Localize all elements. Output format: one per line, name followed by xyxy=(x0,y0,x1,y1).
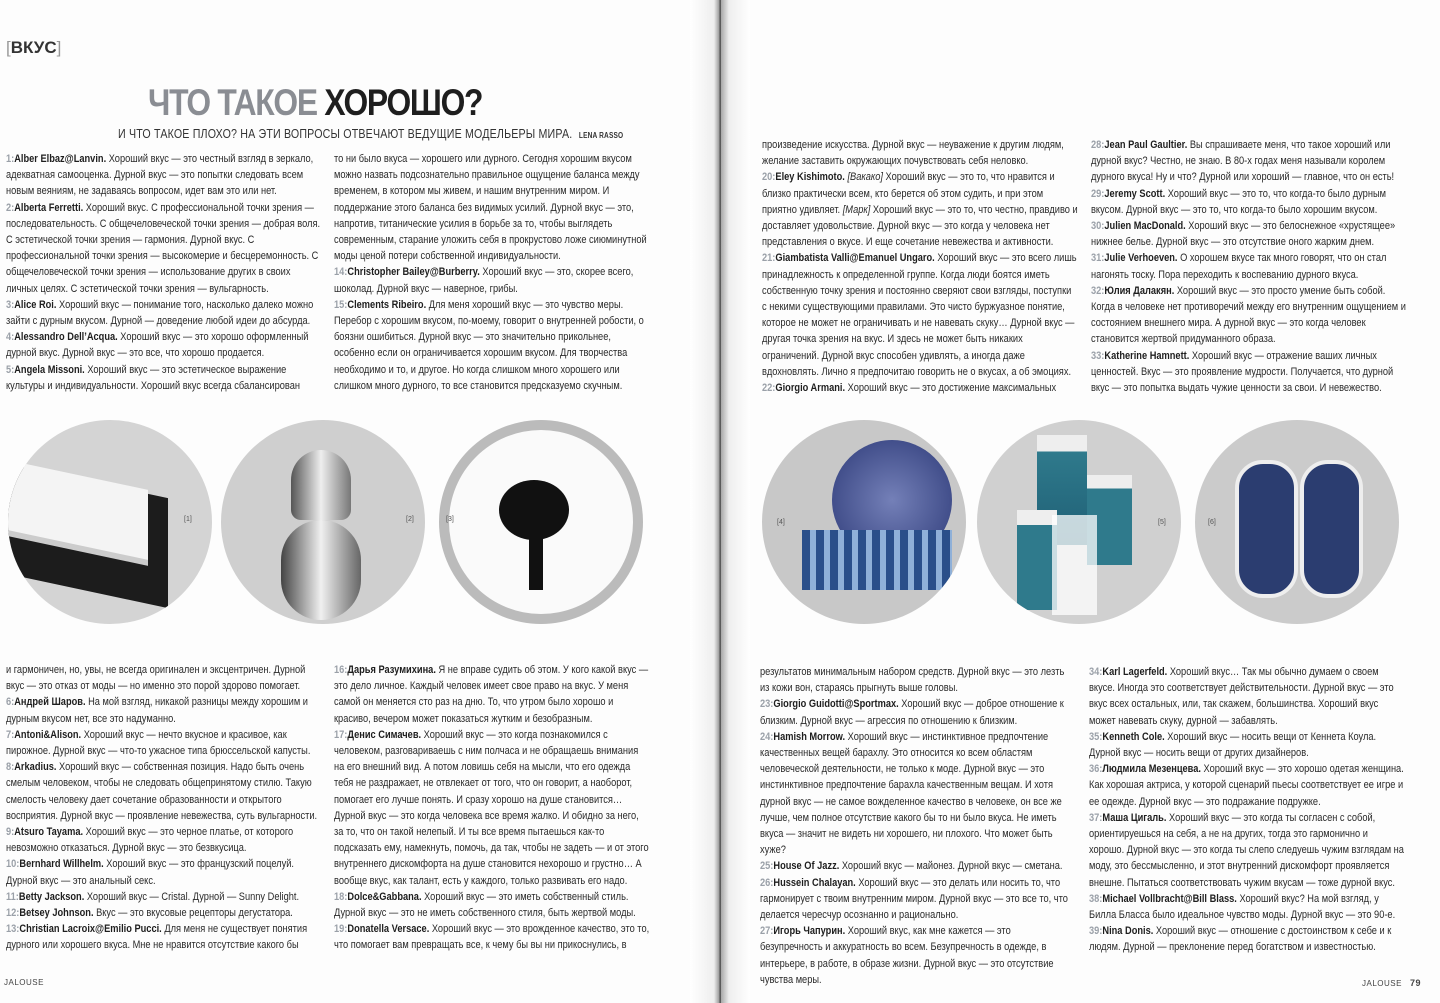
designer-name: House Of Jazz. xyxy=(773,860,840,873)
designer-quote xyxy=(760,729,1076,859)
quote-text: Хороший вкус — это то, что когда-то было дурным вкусом. Дурной вкус — это то, что когда-то было хорошим вкусом. xyxy=(1091,187,1386,216)
designer-name: Karl Lagerfeld. xyxy=(1102,666,1168,678)
quote-text: Хороший вкус — это всего лишь принадлежность к определенной группе. Когда люди боятся иметь собственную точку зрения и постоянно сверяют свои взгляды, поступки с некими существующими правилами. Это чисто буржуазное понятие, которое не может не ограничивать и не навевать скуку… Дурной вкус — другая точка зрения на вкус. И здесь не может быть никаких ограничений. Дурной вкус способен удивлять, а иногда даже вдохновлять. Лично я предпочитаю говорить не о вкусах, а об эмоциях. xyxy=(762,252,1077,378)
quote-number: 25: xyxy=(760,860,774,873)
quote-number: 20: xyxy=(762,171,776,184)
quote-number: 11: xyxy=(6,890,19,903)
quote-number: 27: xyxy=(760,925,774,938)
designer-name: Hussein Chalayan. xyxy=(773,876,856,889)
designer-name: Юлия Далакян. xyxy=(1104,284,1175,297)
designer-quote xyxy=(1089,664,1405,729)
designer-name: Bernhard Willhelm. xyxy=(19,858,104,871)
quote-continuation xyxy=(762,137,1078,169)
designer-quote xyxy=(6,905,322,921)
designer-quote xyxy=(334,662,650,727)
designer-quote xyxy=(1089,761,1405,810)
designer-name: Dolce&Gabbana. xyxy=(347,890,422,903)
quote-text: Хороший вкус — это то, что честно, правдиво и доставляет удовольствие. Дурной вкус — это когда у человека нет представления о вкусе. И еще сочетание невежества и активности. xyxy=(762,203,1078,249)
designer-name: Alessandro Dell’Acqua. xyxy=(14,331,118,344)
designer-quote xyxy=(1091,218,1407,250)
quote-text: Хороший вкус — это хорошо одетая женщина. Как хорошая актриса, у которой сценарий пьесы соответствует ее игре и ее одежде. Дурной вкус — это подражание подружке. xyxy=(1089,763,1404,808)
spine-gutter xyxy=(690,0,750,1003)
column-left-top-2 xyxy=(334,151,650,394)
designer-quote xyxy=(6,727,322,759)
designer-name: Jeremy Scott. xyxy=(1104,187,1166,200)
designer-name: Giorgio Guidotti@Sportmax. xyxy=(773,698,899,711)
quote-number: 1: xyxy=(6,153,15,165)
designer-name: Андрей Шаров. xyxy=(14,696,86,709)
quote-text: Хороший вкус — это то, что нравится и близко практически всем, кто берется об этом судить, и при этом приятно удивляет. xyxy=(762,171,1055,216)
photo-caption-6: [6] xyxy=(1208,519,1216,526)
quote-text: Хороший вкус — Cristal. Дурной — Sunny Delight. xyxy=(84,890,300,903)
designer-quote xyxy=(760,875,1076,924)
quote-number: 14: xyxy=(334,266,348,279)
designer-name: Денис Симачев. xyxy=(347,728,422,741)
designer-quote xyxy=(6,889,322,905)
article-title xyxy=(148,82,482,124)
quote-number: 28: xyxy=(1091,139,1105,151)
designer-quote xyxy=(334,264,650,296)
quote-continuation xyxy=(334,151,650,264)
quote-text: Хороший вкус — понимание того, насколько далеко можно зайти с дурным вкусом. Дурной — доведение любой идеи до абсурда. xyxy=(6,298,314,328)
designer-name: Angela Missoni. xyxy=(14,363,85,376)
quote-number: 10: xyxy=(6,858,20,871)
quote-number: 29: xyxy=(1091,187,1105,200)
photo-plates xyxy=(8,420,212,624)
quote-text: Хороший вкус — майонез. Дурной вкус — сметана. xyxy=(839,860,1063,873)
quote-text: Хороший вкус — это иметь собственный стиль. Дурной вкус — это не иметь собственного стиля, быть жертвой моды. xyxy=(334,890,636,920)
designer-name: Kenneth Cole. xyxy=(1102,730,1165,743)
quote-text: Хороший вкус — это белоснежное «хрустящее» нижнее белье. Дурной вкус — это отсутствие оного жарким днем. xyxy=(1091,220,1396,249)
quote-number: 21: xyxy=(762,252,776,265)
designer-name: Маша Цигаль. xyxy=(1102,811,1167,824)
designer-quote xyxy=(1089,891,1405,923)
quote-number: 5: xyxy=(6,363,15,376)
magazine-name-left: JALOUSE xyxy=(4,978,44,987)
quote-continuation xyxy=(760,664,1076,696)
quote-number: 38: xyxy=(1089,892,1103,905)
designer-name: Donatella Versace. xyxy=(347,923,430,936)
designer-name: Giorgio Armani. xyxy=(775,382,846,395)
designer-name: Людмила Мезенцева. xyxy=(1102,763,1201,776)
quote-text: На мой взгляд, никакой разницы между хорошим и дурным вкусом нет, все это надуманно. xyxy=(6,696,308,725)
quote-text: Хороший вкус — носить вещи от Кеннета Коула. Дурной вкус — носить вещи от других дизайнеров. xyxy=(1089,730,1377,760)
quote-number: 18: xyxy=(334,890,348,903)
designer-quote xyxy=(760,923,1076,988)
quote-number: 16: xyxy=(334,664,348,676)
quote-text: Хороший вкус — это честный взгляд в зеркало, адекватная самооценка. Дурной вкус — это попытки следовать всем новым веяниям, не задаваясь вопросом, идет вам это или нет. xyxy=(6,153,314,198)
designer-name: Hamish Morrow. xyxy=(773,730,846,743)
quote-number: 32: xyxy=(1091,284,1105,297)
quote-number: 3: xyxy=(6,298,15,311)
photo-vases xyxy=(977,420,1181,624)
designer-quote xyxy=(334,297,650,394)
designer-quote xyxy=(6,329,322,361)
quote-number: 8: xyxy=(6,761,15,774)
column-left-bottom-1 xyxy=(6,662,322,954)
designer-quote xyxy=(6,200,322,297)
designer-name: Betty Jackson. xyxy=(18,890,85,903)
designer-quote xyxy=(334,921,650,953)
rubric-label: ВКУС xyxy=(10,38,57,57)
quote-text: Хороший вкус — это достижение максимальных xyxy=(845,382,1057,395)
quote-text: и гармоничен, но, увы, не всегда оригинален и эксцентричен. Дурной вкус — это отказ от моды — но именно это порой здорово помогает. xyxy=(6,664,306,693)
designer-quote xyxy=(6,297,322,329)
column-left-bottom-2 xyxy=(334,662,650,954)
designer-name: Julien MacDonald. xyxy=(1104,220,1186,233)
quote-text: Хороший вкус — это когда познакомился с человеком, разговариваешь с ним полчаса и не обращаешь внимания на его внешний вид. А потом ловишь себя на мысли, что его одежда тебя не раздражает, не отвлекает от того, что он говорит, а наоборот, помогает его лучше понять. И сразу хорошо на душе становится… Дурной вкус — это когда человека все время жалко. И обидно за него, за то, что он такой нелепый. И ты все время пытаешься как-то подсказать ему, намекнуть, помочь, да так, чтобы не задеть — и от этого внутреннего дискомфорта на душе становится нехорошо и грустно… А вообще вкус, как талант, есть у каждого, только развивать его надо. xyxy=(334,728,649,887)
quote-text: произведение искусства. Дурной вкус — неуважение к другим людям, желание заставить окружающих почувствовать себя неловко. xyxy=(762,139,1064,168)
quote-text: Хороший вкус — собственная позиция. Надо быть очень смелым человеком, чтобы не следовать общепринятому стилю. Такую смелость человеку дает сочетание образованности и открытого восприятия. Дурной вкус — проявление невежества, суть вульгарности. xyxy=(6,761,318,822)
quote-number: 22: xyxy=(762,382,776,395)
quote-number: 35: xyxy=(1089,730,1103,743)
designer-quote xyxy=(6,694,322,726)
designer-name: Jean Paul Gaultier. xyxy=(1104,139,1188,151)
quote-text: Хороший вкус — это, скорее всего, шоколад. Дурной вкус — наверное, грибы. xyxy=(334,266,634,295)
designer-name: Michael Vollbracht@Bill Blass. xyxy=(1102,892,1237,905)
quote-number: 19: xyxy=(334,923,348,936)
designer-quote xyxy=(334,727,650,889)
designer-quote xyxy=(6,151,322,200)
quote-text: Для меня хороший вкус — это чувство меры. Перебор с хорошим вкусом, по-моему, говорит о внутренней робости, о боязни ошибиться. Дурной вкус — это значительно прикольнее, особенно если он ограничивается хорошим вкусом. Для творчества необходимо и то, и другое. Но когда слишком много хорошего или слишком много дурного, то все становится предсказуемо скучным. xyxy=(334,298,644,392)
designer-quote xyxy=(6,856,322,888)
quote-number: 2: xyxy=(6,201,15,214)
quote-number: 9: xyxy=(6,826,15,839)
quote-number: 13: xyxy=(6,923,20,936)
designer-quote xyxy=(1089,923,1405,955)
designer-name: Clements Ribeiro. xyxy=(347,298,427,311)
quote-number: 36: xyxy=(1089,763,1103,776)
quote-text: Хороший вкус — инстинктивное предпочтение качественных вещей барахлу. Это относится ко всем областям человеческой деятельности, не только к моде. Дурной вкус — это инстинктивное предпочтение барахла качественным вещам. И хотя дурной вкус — не самое вожделенное качество в человеке, он все же лучше, чем полное отсутствие какого бы то ни было вкуса. Не иметь вкуса — значит не видеть ни хорошего, ни плохого. Что может быть хуже? xyxy=(760,730,1062,857)
quote-text: Хороший вкус — нечто вкусное и красивое, как пирожное. Дурной вкус — что-то ужасное типа брюссельской капусты. xyxy=(6,728,311,758)
photo-blue-plates xyxy=(762,420,966,624)
quote-number: 26: xyxy=(760,876,774,889)
quote-number: 6: xyxy=(6,696,15,709)
column-right-bottom-2 xyxy=(1089,664,1405,956)
designer-name: Atsuro Tayama. xyxy=(14,826,84,839)
quote-text: Хороший вкус? На мой взгляд, у Билла Бласса было идеальное чувство моды. Дурной вкус — это 90-е. xyxy=(1089,892,1396,922)
quote-number: 24: xyxy=(760,730,774,743)
title-part-2: ХОРОШО? xyxy=(324,82,483,123)
designer-quote xyxy=(1091,250,1407,282)
quote-continuation xyxy=(6,662,322,694)
designer-quote xyxy=(1091,283,1407,348)
designer-quote xyxy=(1091,348,1407,397)
quote-text: Хороший вкус — это хорошо оформленный дурной вкус. Дурной вкус — это все, что хорошо продается. xyxy=(6,331,309,360)
designer-name: Eley Kishimoto. xyxy=(775,171,845,184)
photo-slippers xyxy=(1195,420,1399,624)
designer-quote xyxy=(6,759,322,824)
designer-quote xyxy=(1089,729,1405,761)
quote-text: Хороший вкус — отражение ваших личных ценностей. Вкус — это проявление мудрости. Получается, что дурной вкус — это попытка выдать чужие ценности за свои. И невежество. xyxy=(1091,349,1394,395)
column-right-top-2 xyxy=(1091,137,1407,396)
quote-text: Хороший вкус — это врожденное качество, это то, что помогает вам превращать все, к чему бы вы ни прикоснулись, в xyxy=(334,923,650,952)
quote-text: Хороший вкус — отношение с достоинством к себе и к людям. Дурной — преклонение перед богатством и известностью. xyxy=(1089,925,1392,954)
quote-text: то ни было вкуса — хорошего или дурного. Сегодня хорошим вкусом можно назвать подсознательно правильное ощущение баланса между временем, в котором мы живем, и нашим внутренним миром. И поддержание этого баланса без видимых усилий. Дурной вкус — это, напротив, титанические усилия в борьбе за то, чтобы выглядеть современным, старание уложить себя в прокрустово ложе сиюминутной моды ценой потери собственной индивидуальности. xyxy=(334,153,647,263)
designer-quote xyxy=(6,824,322,856)
quote-text: Хороший вкус — это черное платье, от которого невозможно отказаться. Дурной вкус — это безвкусица. xyxy=(6,826,294,855)
section-rubric: [ВКУС] xyxy=(6,38,62,57)
designer-name: Alice Roi. xyxy=(14,298,57,311)
quote-number: 4: xyxy=(6,331,15,344)
quote-text: Хороший вкус — это делать или носить то, что гармонирует с твоим внутренним миром. Дурной вкус — это все то, что делается чересчур осознанно и рационально. xyxy=(760,876,1068,922)
designer-name: Giambatista Valli@Emanuel Ungaro. xyxy=(775,252,935,265)
column-left-top-1 xyxy=(6,151,322,394)
subtitle-text: И ЧТО ТАКОЕ ПЛОХО? НА ЭТИ ВОПРОСЫ ОТВЕЧАЮТ ВЕДУЩИЕ МОДЕЛЬЕРЫ МИРА. xyxy=(118,126,573,141)
quote-text: Хороший вкус. С профессиональной точки зрения — последовательность. С общечеловеческой точки зрения — добрая воля. С эстетической точки зрения — гармония. Дурной вкус. С профессиональной точки зрения — высокомерие и бесцеремонность. С общечеловеческой точки зрения — использование других в своих личных целях. С эстетической точки зрения — вульгарность. xyxy=(6,201,321,295)
quote-text: Хороший вкус — это просто умение быть собой. Когда в человеке нет противоречий между его внутренним ощущением и состоянием внешнего мира. А дурной вкус — это когда человек становится жертвой придуманного образа. xyxy=(1091,284,1406,346)
photo-caption-2: [2] xyxy=(406,516,414,523)
designer-name: Antoni&Alison. xyxy=(14,728,82,741)
photo-caption-4: [4] xyxy=(777,519,785,526)
quote-text: Я не вправе судить об этом. У кого какой вкус — это дело личное. Каждый человек имеет свое право на вкус. У меня самой он меняется сто раз на дню. То, что утром было хорошо и красиво, вечером может показаться жутким и безобразным. xyxy=(334,664,649,725)
quote-number: 33: xyxy=(1091,349,1105,362)
quote-number: 23: xyxy=(760,698,774,711)
photo-plate-clover xyxy=(439,420,643,624)
designer-name: Nina Donis. xyxy=(1102,925,1154,938)
designer-quote xyxy=(6,921,322,953)
designer-name: Katherine Hamnett. xyxy=(1104,349,1190,362)
quote-number: 37: xyxy=(1089,811,1103,824)
article-subtitle xyxy=(118,126,623,141)
quote-number: 34: xyxy=(1089,666,1103,678)
quote-text: Хороший вкус — это когда ты согласен с собой, ориентируешься на себя, а не на других, тогда это гармонично и хорошо. Дурной вкус — это когда ты слепо следуешь чужим взглядам на моду, это бессмысленно, и этот внутренний дискомфорт проявляется внешне. Пытаться соответствовать чужим вкусам — тоже дурной вкус. xyxy=(1089,811,1404,889)
designer-name: Christopher Bailey@Burberry. xyxy=(347,266,480,279)
quote-text: Хороший вкус — это французский поцелуй. Дурной вкус — это анальный секс. xyxy=(6,858,294,887)
quote-text: Хороший вкус — доброе отношение к близким. Дурной вкус — агрессия по отношению к близким. xyxy=(760,698,1064,727)
quote-text: Хороший вкус — это эстетическое выражение культуры и индивидуальности. Хороший вкус всегда сбалансирован xyxy=(6,363,300,392)
title-part-1: ЧТО ТАКОЕ xyxy=(148,82,325,123)
footer-right xyxy=(1362,978,1421,988)
designer-name: Alber Elbaz@Lanvin. xyxy=(14,153,107,165)
quote-number: 7: xyxy=(6,728,15,741)
magazine-name-right: JALOUSE xyxy=(1362,979,1402,988)
designer-name: Julie Verhoeven. xyxy=(1104,252,1178,265)
quote-text: О хорошем вкусе так много говорят, что он стал нагонять тоску. Пора переходить к воспеванию дурного вкуса. xyxy=(1091,252,1387,281)
designer-quote xyxy=(1091,186,1407,218)
quote-text: Хороший вкус… Так мы обычно думаем о своем вкусе. Иногда это соответствует действительности. Дурной вкус — это вкус всех остальных, или, так скажем, большинства. Хороший вкус может навевать скуку, дурной — забавлять. xyxy=(1089,666,1394,727)
page-number: 79 xyxy=(1409,978,1421,988)
quote-text: Хороший вкус, как мне кажется — это безупречность и аккуратность во всем. Безупречность в одежде, в интерьере, в работе, в образе жизни. Дурной вкус — это отсутствие чувства меры. xyxy=(760,925,1054,986)
designer-name: Дарья Разумихина. xyxy=(347,664,436,676)
photo-coffee-pot xyxy=(221,420,425,624)
column-right-top-1 xyxy=(762,137,1078,396)
author-byline: LENA RASSO xyxy=(578,131,624,140)
photo-caption-5: [5] xyxy=(1158,519,1166,526)
quote-number: 30: xyxy=(1091,220,1105,233)
designer-quote xyxy=(760,696,1076,728)
designer-quote xyxy=(6,362,322,394)
designer-name: Arkadius. xyxy=(14,761,57,774)
speaker-note: [Марк] xyxy=(840,203,871,216)
quote-text: Вы спрашиваете меня, что такое хороший или дурной вкус? Честно, не знаю. В 80-х годах меня называли королем дурного вкуса! Ну и что? Дурной или хороший — главное, что он есть! xyxy=(1091,139,1395,184)
designer-quote xyxy=(762,169,1078,250)
designer-quote xyxy=(762,250,1078,380)
designer-quote xyxy=(762,380,1078,396)
designer-quote xyxy=(1091,137,1407,186)
designer-name: Alberta Ferretti. xyxy=(14,201,84,214)
quote-number: 15: xyxy=(334,298,348,311)
designer-quote xyxy=(334,889,650,921)
designer-name: Игорь Чапурин. xyxy=(773,925,846,938)
designer-name: Betsey Johnson. xyxy=(19,907,94,920)
column-right-bottom-1 xyxy=(760,664,1076,988)
photo-caption-3: [3] xyxy=(446,516,454,523)
quote-number: 17: xyxy=(334,728,348,741)
designer-quote xyxy=(1089,810,1405,891)
designer-quote xyxy=(760,858,1076,874)
quote-number: 31: xyxy=(1091,252,1105,265)
quote-number: 12: xyxy=(6,907,20,920)
quote-number: 39: xyxy=(1089,925,1103,938)
quote-text: результатов минимальным набором средств. Дурной вкус — это лезть из кожи вон, стараясь прыгнуть выше головы. xyxy=(760,666,1065,695)
photo-caption-1: [1] xyxy=(184,516,192,523)
quote-text: Для меня не существует понятия дурного или хорошего вкуса. Мне не нравится отсутствие какого бы xyxy=(6,923,308,952)
speaker-note: [Вакако] xyxy=(844,171,883,184)
quote-text: Вкус — это вкусовые рецепторы дегустатора. xyxy=(93,907,293,920)
footer-left xyxy=(4,978,44,987)
designer-name: Christian Lacroix@Emilio Pucci. xyxy=(19,923,162,936)
